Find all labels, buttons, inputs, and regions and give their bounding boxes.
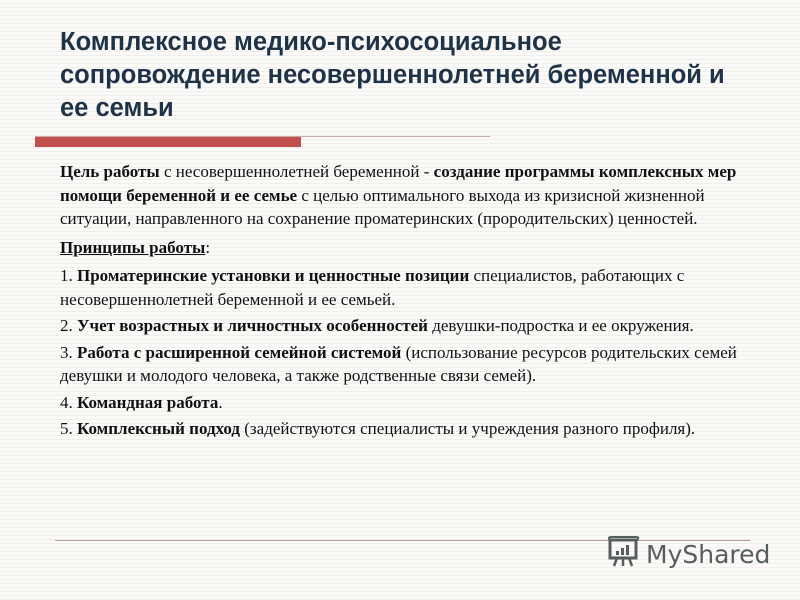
text: 4. bbox=[60, 392, 77, 412]
title-accent-bar bbox=[35, 137, 301, 147]
presentation-board-icon bbox=[606, 536, 640, 573]
principle-item bbox=[60, 264, 750, 311]
text: (использование ресурсов родительских семей девушки и молодого человека, а также родственные связи семей). bbox=[60, 342, 737, 385]
bold-text: Учет возрастных и личностных особенностей bbox=[77, 316, 428, 335]
principle-item bbox=[60, 391, 750, 415]
myshared-logo[interactable] bbox=[606, 536, 770, 573]
text: 1. bbox=[60, 266, 77, 285]
bold-text: Проматеринские установки и ценностные позиции bbox=[77, 266, 470, 285]
slide-title: Комплексное медико-психосоциальное сопровождение несовершеннолетней беременной и ее семьи bbox=[60, 28, 725, 122]
text: специалистов, работающих с несовершеннолетней беременной и ее семьей. bbox=[60, 266, 685, 309]
bold-text: Комплексный подход bbox=[77, 419, 241, 438]
bold-text: Работа с расширенной семейной системой bbox=[77, 342, 402, 362]
principle-item bbox=[60, 314, 750, 338]
principles-heading bbox=[60, 236, 750, 260]
text: (задействуются специалисты и учреждения разного профиля). bbox=[240, 419, 696, 438]
goal-paragraph bbox=[60, 160, 750, 231]
bold-text: Командная работа bbox=[77, 392, 219, 412]
principle-item bbox=[60, 341, 750, 388]
text: с целью оптимального выхода из кризисной жизненной ситуации, направленного на сохранение проматеринских (прородительских) ценностей. bbox=[60, 185, 705, 228]
slide-body bbox=[60, 160, 750, 444]
principle-item bbox=[60, 417, 750, 441]
bold-text: создание программы комплексных мер помощи беременной и ее семье bbox=[60, 162, 737, 205]
bold-text: Принципы работы bbox=[60, 237, 206, 257]
text: . bbox=[218, 392, 223, 412]
text: 3. bbox=[60, 342, 77, 362]
text: с несовершеннолетней беременной - bbox=[159, 162, 434, 181]
bold-text: Цель работы bbox=[60, 162, 160, 181]
logo-text: MyShared bbox=[646, 540, 771, 569]
text: : bbox=[205, 237, 211, 257]
text: 2. bbox=[60, 316, 77, 335]
text: 5. bbox=[60, 419, 77, 438]
text: девушки-подростка и ее окружения. bbox=[427, 316, 694, 335]
